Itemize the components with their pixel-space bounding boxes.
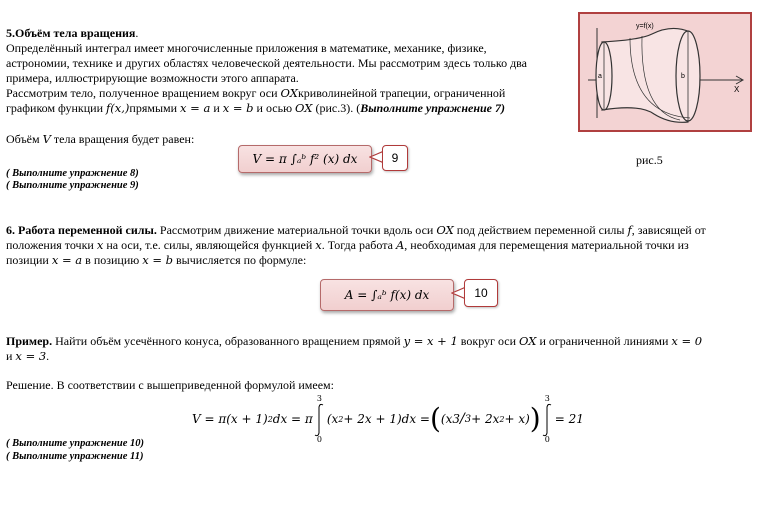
exercise11-link: ( Выполните упражнение 11) xyxy=(6,451,144,462)
f-slash: / xyxy=(459,411,465,427)
f-part: + 2x xyxy=(471,412,500,426)
text: . Тогда работа xyxy=(321,238,396,252)
section6-title: 6. Работа переменной силы. xyxy=(6,223,157,237)
f-exp: 2 xyxy=(267,414,273,424)
big-paren-close: ) xyxy=(529,402,541,435)
text: и ограниченной линиями xyxy=(536,334,672,348)
math-ox: OX xyxy=(519,334,537,348)
section5-p2-line1 xyxy=(6,87,505,100)
f-exp: 2 xyxy=(499,414,505,424)
integral-sign-2 xyxy=(541,396,555,442)
math-ox: OX xyxy=(436,223,454,237)
big-paren-open: ( xyxy=(429,402,441,435)
f-part: + 2x + 1)dx = xyxy=(343,412,430,426)
exercise8-link: ( Выполните упражнение 8) xyxy=(6,168,139,179)
text: позиции xyxy=(6,253,52,267)
math-xb: x = b xyxy=(142,253,174,267)
text: в позицию xyxy=(82,253,143,267)
math-x0: x = 0 xyxy=(671,334,703,348)
section5-p1-line1: Определённый интеграл имеет многочисленные приложения в математике, механике, физике, xyxy=(6,41,487,55)
exercise10-link: ( Выполните упражнение 10) xyxy=(6,438,145,449)
f-part: + x) xyxy=(504,412,530,426)
math-ox: OX xyxy=(295,101,313,115)
math-ox: OX xyxy=(280,86,298,100)
section6-line3 xyxy=(6,254,306,267)
integral-upper: 3 xyxy=(316,394,322,403)
formula-9: V = π ∫ₐᵇ f² (x) dx xyxy=(252,152,358,166)
section5-p1-line3: примера, иллюстрирующие возможности этого аппарата. xyxy=(6,71,299,85)
text: Рассмотрим тело, полученное вращением вокруг оси xyxy=(6,86,281,100)
section5-title xyxy=(6,27,138,40)
math-a: A xyxy=(395,238,405,252)
f-exp: 3 xyxy=(452,412,460,426)
equation-number-9: 9 xyxy=(382,145,408,171)
example-line1 xyxy=(6,335,702,348)
text: (рис.3). ( xyxy=(312,101,361,115)
f-part: (x xyxy=(440,412,453,426)
math-fx: f(x,) xyxy=(106,101,130,115)
fig-label-y: y=f(x) xyxy=(636,23,654,30)
text: вычисляется по формуле: xyxy=(173,253,307,267)
text: вокруг оси xyxy=(457,334,520,348)
section5-p1-line2: астрономии, технике и других областях человеческой деятельности. Мы рассмотрим здесь только два xyxy=(6,56,528,70)
exercise9-link: ( Выполните упражнение 9) xyxy=(6,180,139,191)
fig-label-a: a xyxy=(598,73,602,80)
math-x: x xyxy=(96,238,104,252)
math-xa: x = a xyxy=(180,101,211,115)
integral-lower: 0 xyxy=(316,435,322,444)
integral-upper: 3 xyxy=(544,394,550,403)
example-line2 xyxy=(6,350,49,363)
f-part: (x xyxy=(326,412,339,426)
volume-intro xyxy=(6,133,194,146)
math-v: V xyxy=(42,132,51,146)
math-x: x xyxy=(315,238,322,252)
example-label: Пример. xyxy=(6,334,53,348)
integral-glyph xyxy=(313,403,327,437)
formula-10: A = ∫ₐᵇ f(x) dx xyxy=(344,288,430,302)
fig-label-b: b xyxy=(681,73,685,80)
text: Найти объём усечённого конуса, образованного вращением прямой xyxy=(52,334,404,348)
f-exp: 2 xyxy=(338,414,344,424)
math-line-eq: y = x + 1 xyxy=(403,334,458,348)
text: и осью xyxy=(253,101,296,115)
integral-lower: 0 xyxy=(544,435,550,444)
text: , необходимая для перемещения материальной точки из xyxy=(404,238,689,252)
section6-line2 xyxy=(6,239,689,252)
text: и xyxy=(6,349,16,363)
text: тела вращения будет равен: xyxy=(50,132,195,146)
formula-10-box xyxy=(320,279,454,311)
figure-5 xyxy=(578,12,752,132)
text: Объём xyxy=(6,132,43,146)
text: Рассмотрим движение материальной точки вдоль оси xyxy=(156,223,437,237)
section5-title-end: . xyxy=(135,26,139,40)
text: под действием переменной силы xyxy=(453,223,628,237)
text: криволинейной трапеции, ограниченной xyxy=(297,86,506,100)
integral-sign-1 xyxy=(313,396,327,442)
math-x3: x = 3 xyxy=(15,349,47,363)
formula-9-box xyxy=(238,145,372,173)
solution-formula xyxy=(192,396,584,442)
exercise7-link: Выполните упражнение 7) xyxy=(360,101,505,115)
text: и xyxy=(210,101,223,115)
fig-label-x: X xyxy=(734,85,740,94)
solution-line: Решение. В соответствии с вышеприведенной формулой имеем: xyxy=(6,378,334,392)
text: положения точки xyxy=(6,238,97,252)
text: на оси, т.е. силы, являющейся функцией xyxy=(103,238,316,252)
math-xa: x = a xyxy=(51,253,83,267)
f-part: V = π(x + 1) xyxy=(192,412,268,426)
math-f: f xyxy=(627,223,632,237)
f-part: dx = π xyxy=(272,412,313,426)
text: графиком функции xyxy=(6,101,107,115)
integral-glyph xyxy=(541,403,555,437)
section5-p2-line2 xyxy=(6,102,505,115)
figure-caption: рис.5 xyxy=(636,153,663,167)
section6-line1 xyxy=(6,224,706,237)
f-result: = 21 xyxy=(554,412,584,426)
text: . xyxy=(46,349,50,363)
text: прямыми xyxy=(129,101,181,115)
text: , зависящей от xyxy=(631,223,706,237)
equation-number-10: 10 xyxy=(464,279,498,307)
section5-title-text: 5.Объём тела вращения xyxy=(6,26,136,40)
solid-of-revolution-drawing xyxy=(580,14,750,130)
f-den: 3 xyxy=(464,413,472,425)
math-xb: x = b xyxy=(222,101,254,115)
